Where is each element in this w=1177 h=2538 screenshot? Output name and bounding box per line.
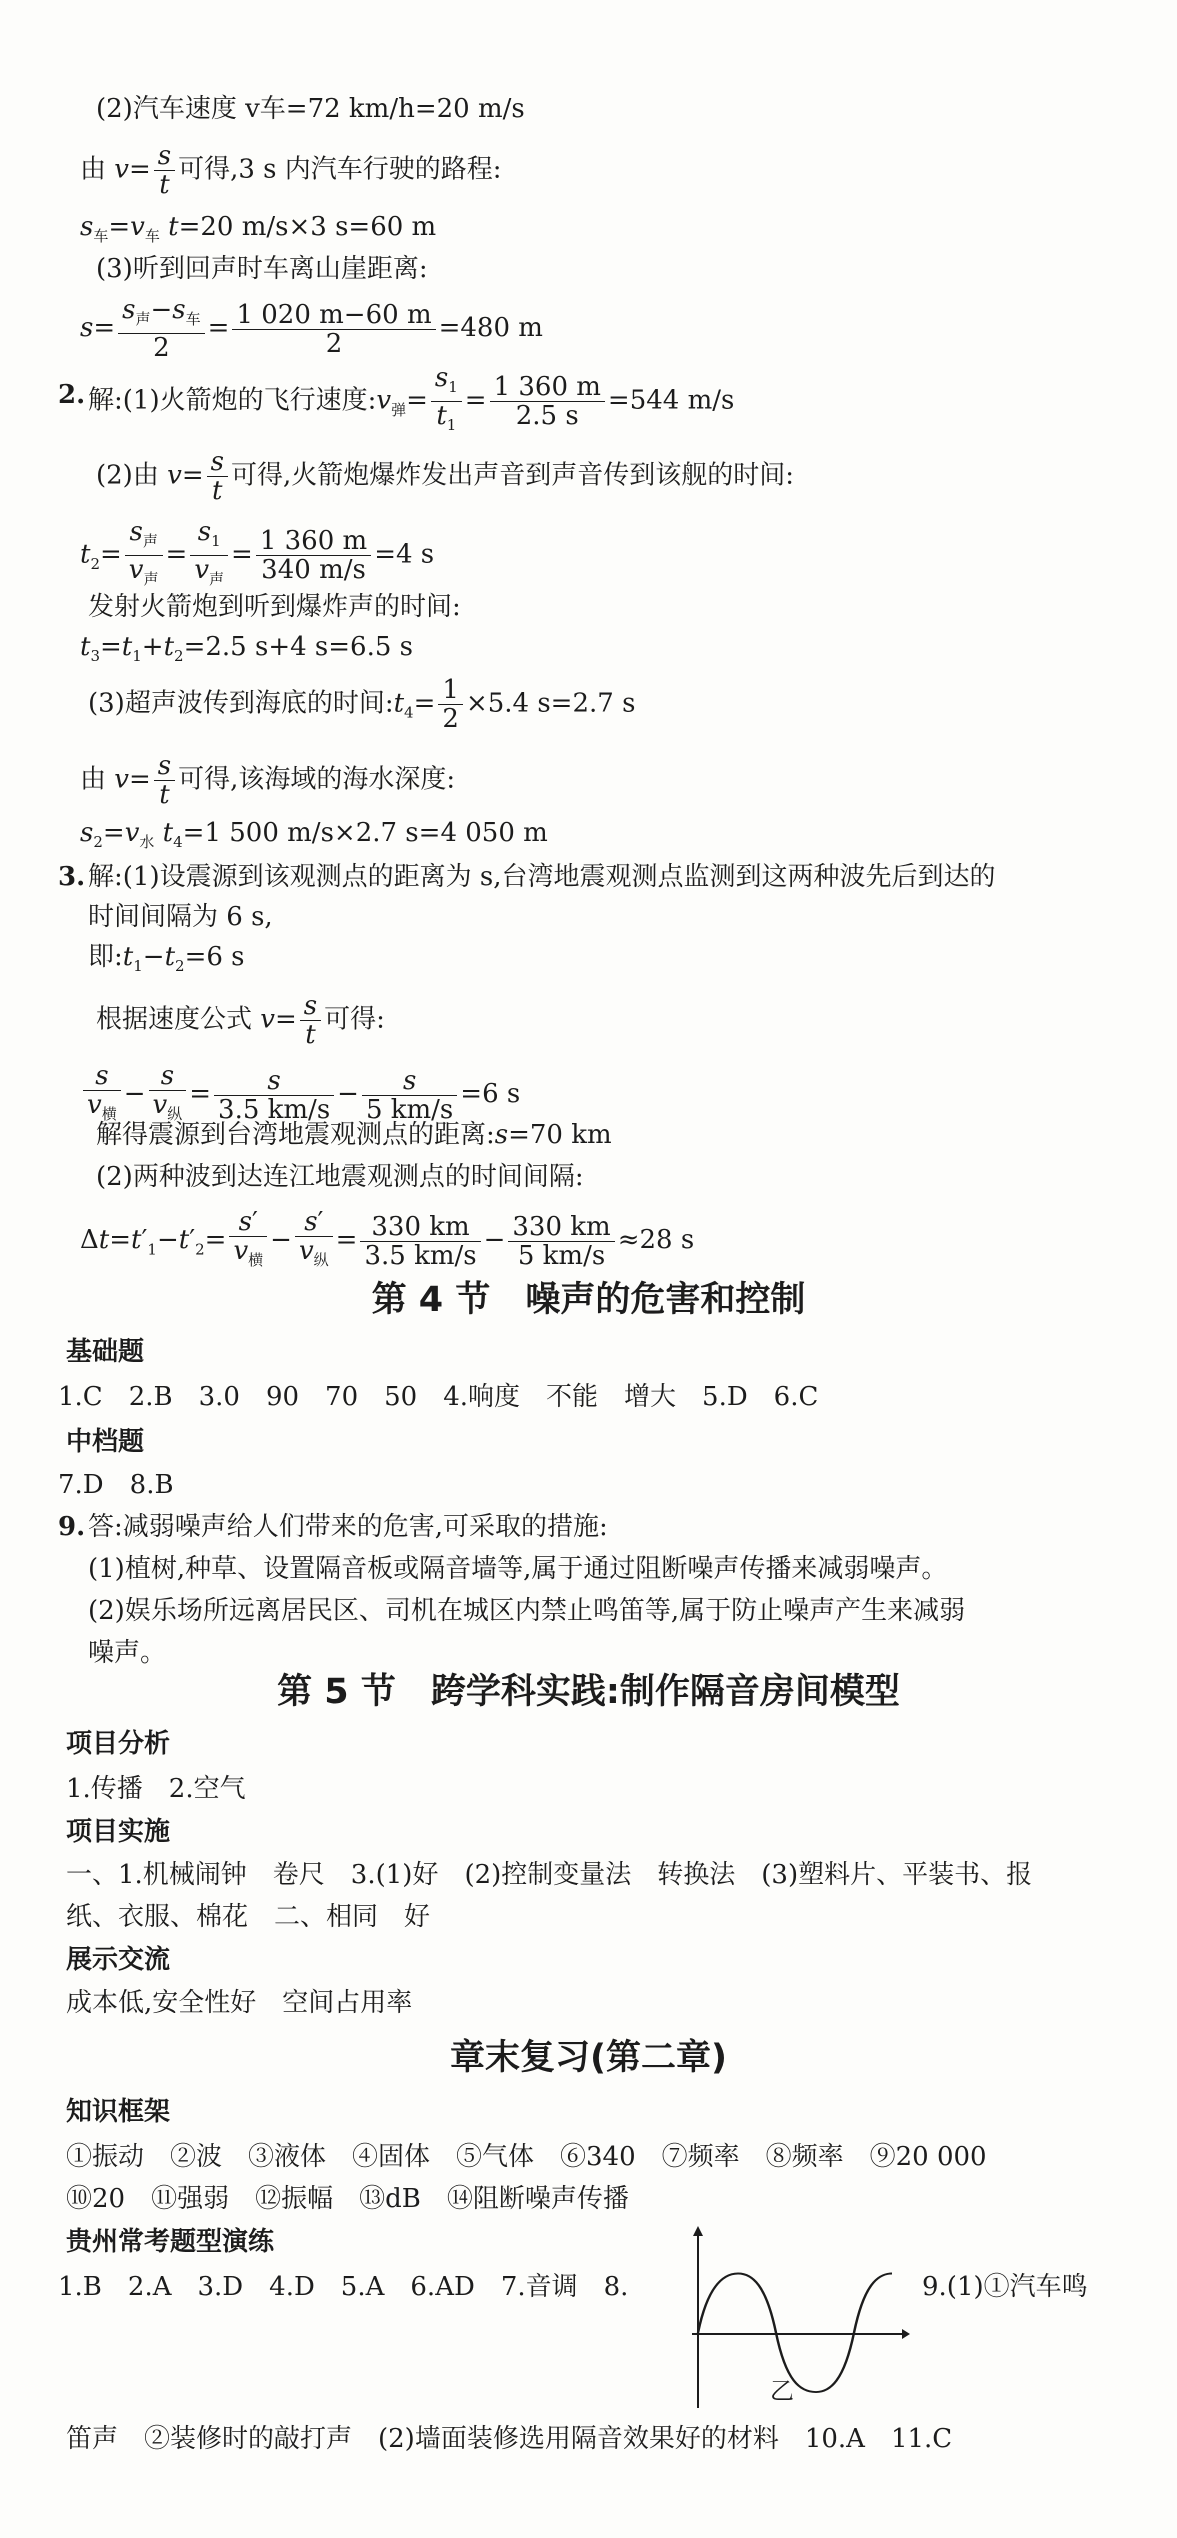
- q9-line-3: (2)娱乐场所远离居民区、司机在城区内禁止鸣笛等,属于防止噪声产生来减弱: [88, 1596, 966, 1626]
- section-4-title: 第 4 节 噪声的危害和控制: [371, 1280, 806, 1320]
- q2-line-5: $t_3=t_1+t_2=2.5$ s+4 s=6.5 s: [80, 632, 414, 666]
- q9-line-4: 噪声。: [88, 1638, 167, 1668]
- presentation-heading: 展示交流: [66, 1945, 171, 1975]
- q2-line-8: $s_2=v_水$ $t_4=1$ 500 m/s×2.7 s=4 050 m: [80, 818, 548, 852]
- q3-line-5: $\frac{s}{v_横}$ − $\frac{s}{v_纵}$ = $\frac{s}{3.5 km/s}$ − $\frac{s}{5 km/s}$ =6 s: [80, 1062, 520, 1128]
- q9-line-1: 答:减弱噪声给人们带来的危害,可采取的措施:: [88, 1512, 608, 1542]
- x-axis-arrow-icon: [902, 2329, 910, 2339]
- practice-line-1: 1.B 2.A 3.D 4.D 5.A 6.AD 7.音调 8.: [58, 2272, 629, 2302]
- q2-number: 2.: [58, 380, 86, 410]
- sine-wave-curve: [698, 2273, 892, 2392]
- q3-line-6: 解得震源到台湾地震观测点的距离:s=70 km: [96, 1120, 612, 1150]
- q2-line-2: (2)由 v= $\frac{s}{t}$ 可得,火箭炮爆炸发出声音到声音传到该舰的时间:: [96, 447, 794, 506]
- q9-number: 9.: [58, 1512, 86, 1542]
- project-implementation-line-2: 纸、衣服、棉花 二、相同 好: [66, 1902, 431, 1932]
- basic-answers: 1.C 2.B 3.0 90 70 50 4.响度 不能 增大 5.D 6.C: [58, 1382, 819, 1412]
- mid-heading: 中档题: [66, 1427, 145, 1457]
- q2-line-7: 由 v= $\frac{s}{t}$ 可得,该海域的海水深度:: [80, 751, 456, 810]
- sound-wave-graph: [680, 2222, 910, 2412]
- practice-q9-start: 9.(1)①汽车鸣: [922, 2272, 1088, 2302]
- q1-line-speed: (2)汽车速度 v车=72 km/h=20 m/s: [96, 94, 525, 124]
- q3-line-1: 解:(1)设震源到该观测点的距离为 s,台湾地震观测点监测到这两种波先后到达的: [88, 862, 996, 892]
- knowledge-line-1: ①振动 ②波 ③液体 ④固体 ⑤气体 ⑥340 ⑦频率 ⑧频率 ⑨20 000: [66, 2142, 987, 2172]
- q2-line-1: 解:(1)火箭炮的飞行速度$:v_弹=$ $\frac{s_1}{t_1}$ = $\frac{1 360 m}{2.5 s}$ =544 m/s: [88, 363, 735, 435]
- q1-line-echo-distance: s= $\frac{s_声-s_车}{2}$ = $\frac{1 020 m-60 m}{2}$ =480 m: [80, 295, 543, 364]
- knowledge-framework-heading: 知识框架: [66, 2097, 171, 2127]
- q3-line-3: 即$:t_1-t_2=6$ s: [88, 942, 245, 976]
- q3-line-4: 根据速度公式 v= $\frac{s}{t}$ 可得:: [96, 991, 385, 1050]
- basic-heading: 基础题: [66, 1337, 145, 1367]
- section-5-title: 第 5 节 跨学科实践:制作隔音房间模型: [277, 1672, 900, 1712]
- knowledge-line-2: ⑩20 ⑪强弱 ⑫振幅 ⑬dB ⑭阻断噪声传播: [66, 2184, 629, 2214]
- q2-line-4: 发射火箭炮到听到爆炸声的时间:: [88, 592, 461, 622]
- practice-line-2: 笛声 ②装修时的敲打声 (2)墙面装修选用隔音效果好的材料 10.A 11.C: [66, 2424, 953, 2454]
- mid-answers: 7.D 8.B: [58, 1470, 174, 1500]
- q1-line-distance: $s_车=v_车$ t=20 m/s×3 s=60 m: [80, 212, 437, 246]
- q1-line-echo-title: (3)听到回声时车离山崖距离:: [96, 254, 428, 284]
- q1-line-formula: 由 v= $\frac{s}{t}$ 可得,3 s 内汽车行驶的路程:: [80, 141, 502, 200]
- q9-line-2: (1)植树,种草、设置隔音板或隔音墙等,属于通过阻断噪声传播来减弱噪声。: [88, 1554, 948, 1584]
- q2-line-6: (3)超声波传到海底的时间$:t_4=$ $\frac{1}{2}$ ×5.4 s=2.7 s: [88, 675, 636, 734]
- project-implementation-heading: 项目实施: [66, 1817, 171, 1847]
- q2-line-3: $t_2=$ $\frac{s_声}{v_声}$ = $\frac{s_1}{v_声}$ = $\frac{1 360 m}{340 m/s}$ =4 s: [80, 517, 435, 589]
- project-implementation-line-1: 一、1.机械闹钟 卷尺 3.(1)好 (2)控制变量法 转换法 (3)塑料片、平装书、报: [66, 1860, 1033, 1890]
- q3-line-7: (2)两种波到达连江地震观测点的时间间隔:: [96, 1162, 584, 1192]
- y-axis-arrow-icon: [693, 2226, 703, 2236]
- q3-line-8: $\Delta t=t'_1-t'_2=$ $\frac{s'}{v_横}$ − $\frac{s'}{v_纵}$ = $\frac{330 km}{3.5 km/s}$ − $\frac{330 km}{5 km/s}$ ≈28 s: [80, 1207, 695, 1271]
- q3-number: 3.: [58, 862, 86, 892]
- chapter-review-title: 章末复习(第二章): [450, 2038, 727, 2078]
- graph-label: 乙: [770, 2377, 794, 2405]
- project-analysis-heading: 项目分析: [66, 1729, 171, 1759]
- presentation-answer: 成本低,安全性好 空间占用率: [66, 1988, 413, 2018]
- q3-line-2: 时间间隔为 6 s,: [88, 902, 273, 932]
- project-analysis-answers: 1.传播 2.空气: [66, 1774, 246, 1804]
- guizhou-practice-heading: 贵州常考题型演练: [66, 2227, 275, 2257]
